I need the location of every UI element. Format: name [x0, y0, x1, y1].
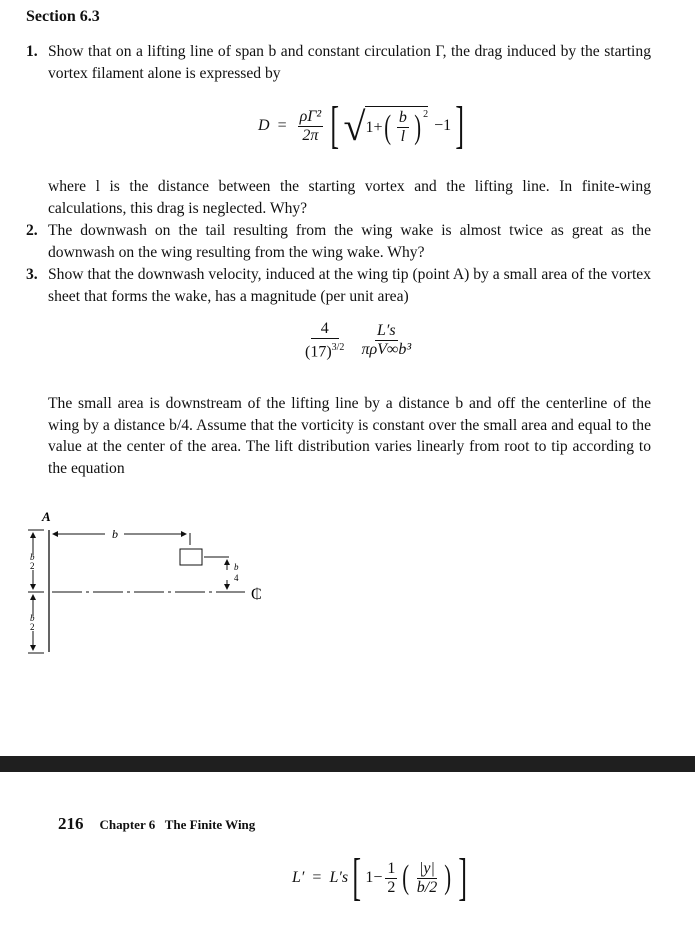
problem-1-followup: where l is the distance between the starting vortex and the lifting line. In finite-wing calculations, this drag is neglected. Why? — [48, 178, 651, 217]
half-span-denominator: 2 — [30, 622, 35, 632]
denominator: (17) — [305, 343, 332, 361]
denominator: 2π — [302, 126, 319, 144]
eq-sign: = — [277, 117, 287, 134]
square-root: √ 1+ ( $\frac{b}{l}$ ) 2 — [343, 103, 429, 149]
bracket: ] — [455, 97, 465, 154]
numerator: |y| — [419, 859, 435, 877]
fraction — [415, 860, 439, 897]
half-span-denominator: 2 — [30, 561, 35, 571]
page-number: 216 — [58, 814, 84, 833]
problem-text: Show that the downwash velocity, induced at the wing tip (point A) by a small area of the vortex sheet that forms the wake, has a magnitude (per unit area) — [48, 266, 651, 305]
denominator: b/2 — [416, 878, 438, 896]
problem-number: 1. — [26, 43, 38, 60]
span-label: b — [112, 527, 118, 541]
denominator: l — [400, 128, 406, 145]
fraction — [298, 108, 324, 145]
fraction — [385, 860, 397, 897]
problem-1 — [26, 41, 651, 84]
quarter-span-label: b — [234, 562, 239, 572]
small-area — [180, 549, 202, 565]
numerator: 4 — [311, 320, 339, 339]
denominator: 2 — [387, 878, 396, 896]
half-span-label: b — [30, 613, 35, 623]
half-span-label: b — [30, 552, 35, 562]
page-separator — [0, 756, 695, 772]
problem-text: Show that on a lifting line of span b and constant circulation Γ, the drag induced by the starting vortex filament alone is expressed by — [48, 43, 651, 82]
problem-2 — [26, 220, 651, 263]
numerator: 1 — [387, 859, 396, 877]
bracket: [ — [330, 97, 340, 154]
fraction — [303, 320, 346, 361]
section-title: Section 6.3 — [26, 8, 100, 25]
centerline-symbol: ₵ — [251, 586, 262, 603]
page-footer — [58, 814, 255, 834]
chapter-title: Chapter 6 The Finite Wing — [99, 817, 256, 832]
numerator: ρΓ² — [299, 107, 322, 125]
exponent: 2 — [423, 109, 429, 120]
quarter-span-denominator: 4 — [234, 573, 239, 583]
equation-downwash — [300, 320, 416, 361]
fraction — [397, 109, 409, 146]
eq-lhs: D — [258, 117, 270, 134]
problem-3-followup: The small area is downstream of the lifting line by a distance b and off the centerline of the wing by a distance b/4. Assume that the vorticity is constant over the small area and equal to the value at the center of the area. The lift distribution varies linearly from root to tip according to the equation — [48, 395, 651, 477]
problem-3 — [26, 264, 651, 307]
ls-term: L′s — [329, 869, 349, 886]
problem-number: 3. — [26, 266, 38, 283]
numerator: L′s — [376, 322, 396, 340]
wing-wake-diagram — [0, 500, 300, 670]
minus-one: −1 — [434, 117, 452, 134]
fraction — [359, 322, 413, 359]
numerator: b — [398, 109, 407, 126]
exponent: 3/2 — [331, 342, 345, 353]
eq-sign: = — [312, 869, 322, 886]
point-a-label: A — [42, 509, 51, 524]
denominator: πρV∞b³ — [361, 341, 412, 359]
problem-number: 2. — [26, 222, 38, 239]
equation-lift-distribution: L′ = L′s [ 1− $\frac{1}{2}$ ( $\frac{|y|}{b/2}$ ) ] — [292, 849, 467, 906]
problem-text: The downwash on the tail resulting from the wing wake is almost twice as great as the downwash on the wing resulting from the wing wake. Why? — [48, 222, 651, 261]
one-plus: 1+ — [365, 118, 383, 136]
eq-lhs: L′ — [292, 869, 305, 886]
equation-drag — [258, 97, 469, 154]
one-minus: 1− — [365, 869, 383, 886]
